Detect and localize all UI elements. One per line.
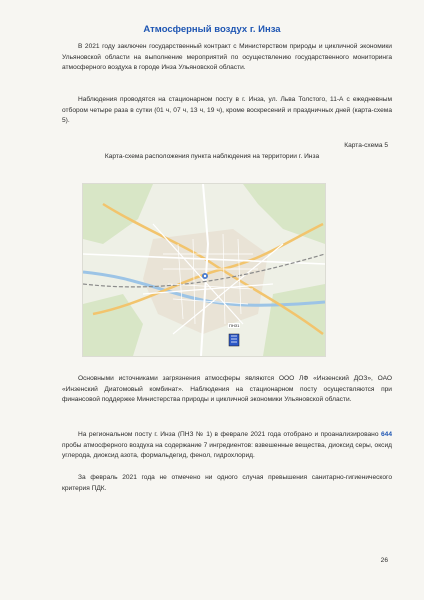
samples-paragraph (62, 430, 392, 462)
conclusion-paragraph: За февраль 2021 года не отмечено ни одного случая превышения санитарно-гигиенического критерия ПДК. (62, 474, 392, 492)
page-number: 26 (380, 557, 388, 564)
map-caption: Карта-схема расположения пункта наблюдения на территории г. Инза (104, 153, 320, 160)
sources-paragraph: Основными источниками загрязнения атмосферы являются ООО ЛФ «Инзенский ДОЗ», ОАО «Инзенский Диатомовый комбинат». Наблюдения на стационарном посту осуществляются при финансовой поддержке Министерства природы и цикличной экономики Ульяновской области. (62, 375, 392, 404)
samples-count: 644 (380, 431, 392, 438)
samples-text-after: пробы атмосферного воздуха на содержание 7 ингредиентов: взвешенные вещества, диоксид серы, оксид углерода, диоксид азота, формальдегид, фенол, гидрохлорид. (62, 441, 392, 460)
map-graphic (83, 184, 325, 356)
station-label: ПНЗ1 (229, 323, 240, 328)
map-reference: Карта-схема 5 (344, 142, 388, 149)
page-title: Атмосферный воздух г. Инза (143, 24, 281, 35)
intro-paragraph-1: В 2021 году заключен государственный контракт с Министерством природы и цикличной экономики Ульяновской области на выполнение мероприятий по осуществлению государственного мониторинга атмосферного воздуха в городе Инза Ульяновской области. (62, 43, 392, 72)
city-map (82, 183, 326, 357)
intro-paragraph-2: Наблюдения проводятся на стационарном посту в г. Инза, ул. Льва Толстого, 11-А с ежедневным отбором четыре раза в сутки (01 ч, 07 ч, 13 ч, 19 ч), кроме воскресений и праздничных дней (карта-схема 5). (62, 96, 392, 125)
samples-text-before: На региональном посту г. Инза (ПНЗ № 1) в феврале 2021 года отобрано и проанализировано (78, 431, 381, 438)
